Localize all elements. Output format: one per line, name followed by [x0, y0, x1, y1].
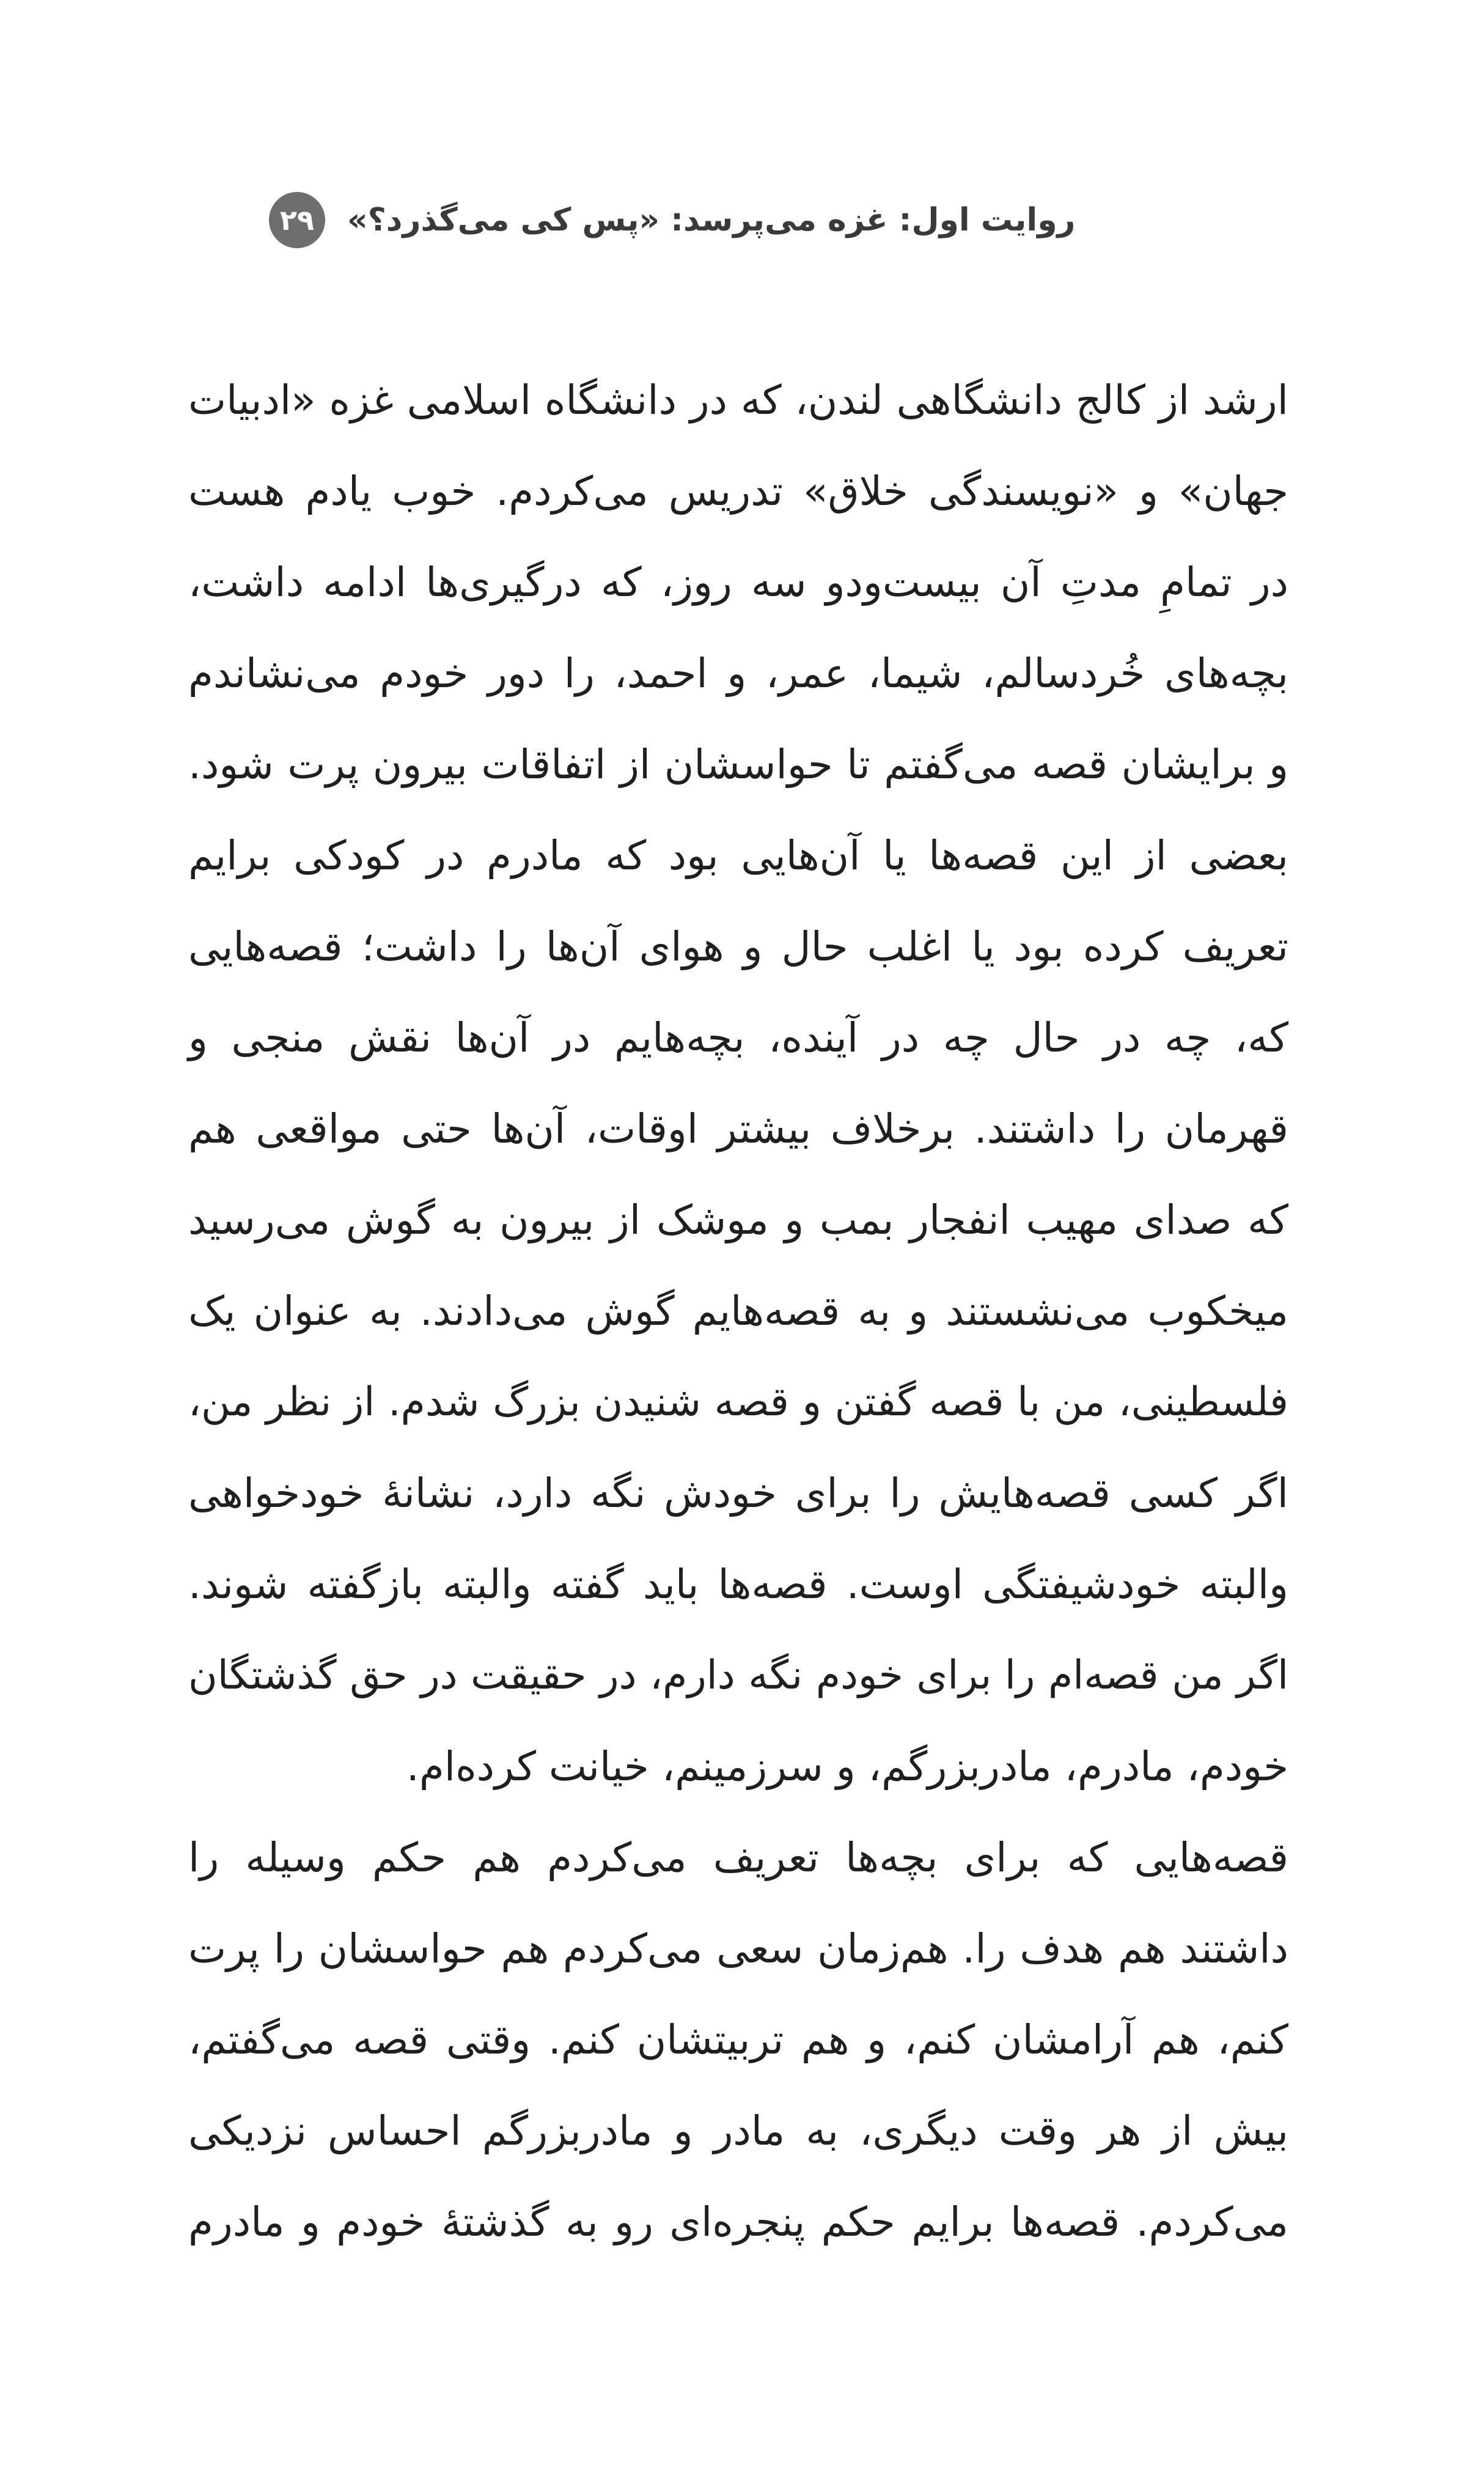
- text-line: در تمامِ مدتِ آن بیست‌ودو سه روز، که درگیری‌ها ادامه داشت،: [188, 559, 1288, 606]
- text-line: قهرمان را داشتند. برخلاف بیشتر اوقات، آن‌ها حتی مواقعی هم: [188, 1105, 1288, 1152]
- text-line: جهان» و «نویسندگی خلاق» تدریس می‌کردم. خوب یادم هست: [188, 468, 1288, 515]
- text-line: که صدای مهیب انفجار بمب و موشک از بیرون به گوش می‌رسید: [188, 1196, 1288, 1244]
- page-number-badge: ۲۹: [269, 192, 325, 248]
- text-line: داشتند هم هدف را. هم‌زمان سعی می‌کردم هم حواسشان را پرت: [188, 1925, 1288, 1972]
- text-line: کنم، هم آرامشان کنم، و هم تربیتشان کنم. وقتی قصه می‌گفتم،: [188, 2016, 1288, 2063]
- running-head: [269, 183, 1215, 257]
- text-line: بیش از هر وقت دیگری، به مادر و مادربزرگم احساس نزدیکی: [188, 2107, 1288, 2154]
- text-line: بعضی از این قصه‌ها یا آن‌هایی بود که مادرم در کودکی برایم: [188, 832, 1288, 879]
- text-line: والبته خودشیفتگی اوست. قصه‌ها باید گفته والبته بازگفته شوند.: [188, 1561, 1288, 1608]
- text-line: که، چه در حال چه در آینده، بچه‌هایم در آن‌ها نقش منجی و: [188, 1014, 1288, 1061]
- text-line: خودم، مادرم، مادربزرگم، و سرزمینم، خیانت کرده‌ام.: [406, 1743, 1288, 1790]
- text-line: میخکوب می‌نشستند و به قصه‌هایم گوش می‌دادند. به عنوان یک: [188, 1288, 1288, 1335]
- text-line: می‌کردم. قصه‌ها برایم حکم پنجره‌ای رو به گذشتهٔ خودم و مادرم: [188, 2198, 1288, 2246]
- text-line: فلسطینی، من با قصه گفتن و قصه شنیدن بزرگ شدم. از نظر من،: [188, 1379, 1288, 1425]
- text-line: قصه‌هایی که برای بچه‌ها تعریف می‌کردم هم حکم وسیله را: [188, 1834, 1288, 1881]
- text-line: بچه‌های خُردسالم، شیما، عمر، و احمد، را دور خودم می‌نشاندم: [188, 650, 1288, 697]
- text-line: اگر من قصه‌ام را برای خودم نگه دارم، در حقیقت در حق گذشتگان: [188, 1652, 1288, 1698]
- text-line: تعریف کرده بود یا اغلب حال و هوای آن‌ها را داشت؛ قصه‌هایی: [188, 923, 1288, 970]
- running-head-title: روایت اول: غزه می‌پرسد: «پس کی می‌گذرد؟»: [347, 202, 1076, 238]
- text-line: ارشد از کالج دانشگاهی لندن، که در دانشگاه اسلامی غزه «ادبیات: [188, 377, 1288, 424]
- text-line: و برایشان قصه می‌گفتم تا حواسشان از اتفاقات بیرون پرت شود.: [188, 741, 1288, 788]
- text-line: اگر کسی قصه‌هایش را برای خودش نگه دارد، نشانهٔ خودخواهی: [188, 1470, 1288, 1517]
- body-text: [188, 355, 1288, 2268]
